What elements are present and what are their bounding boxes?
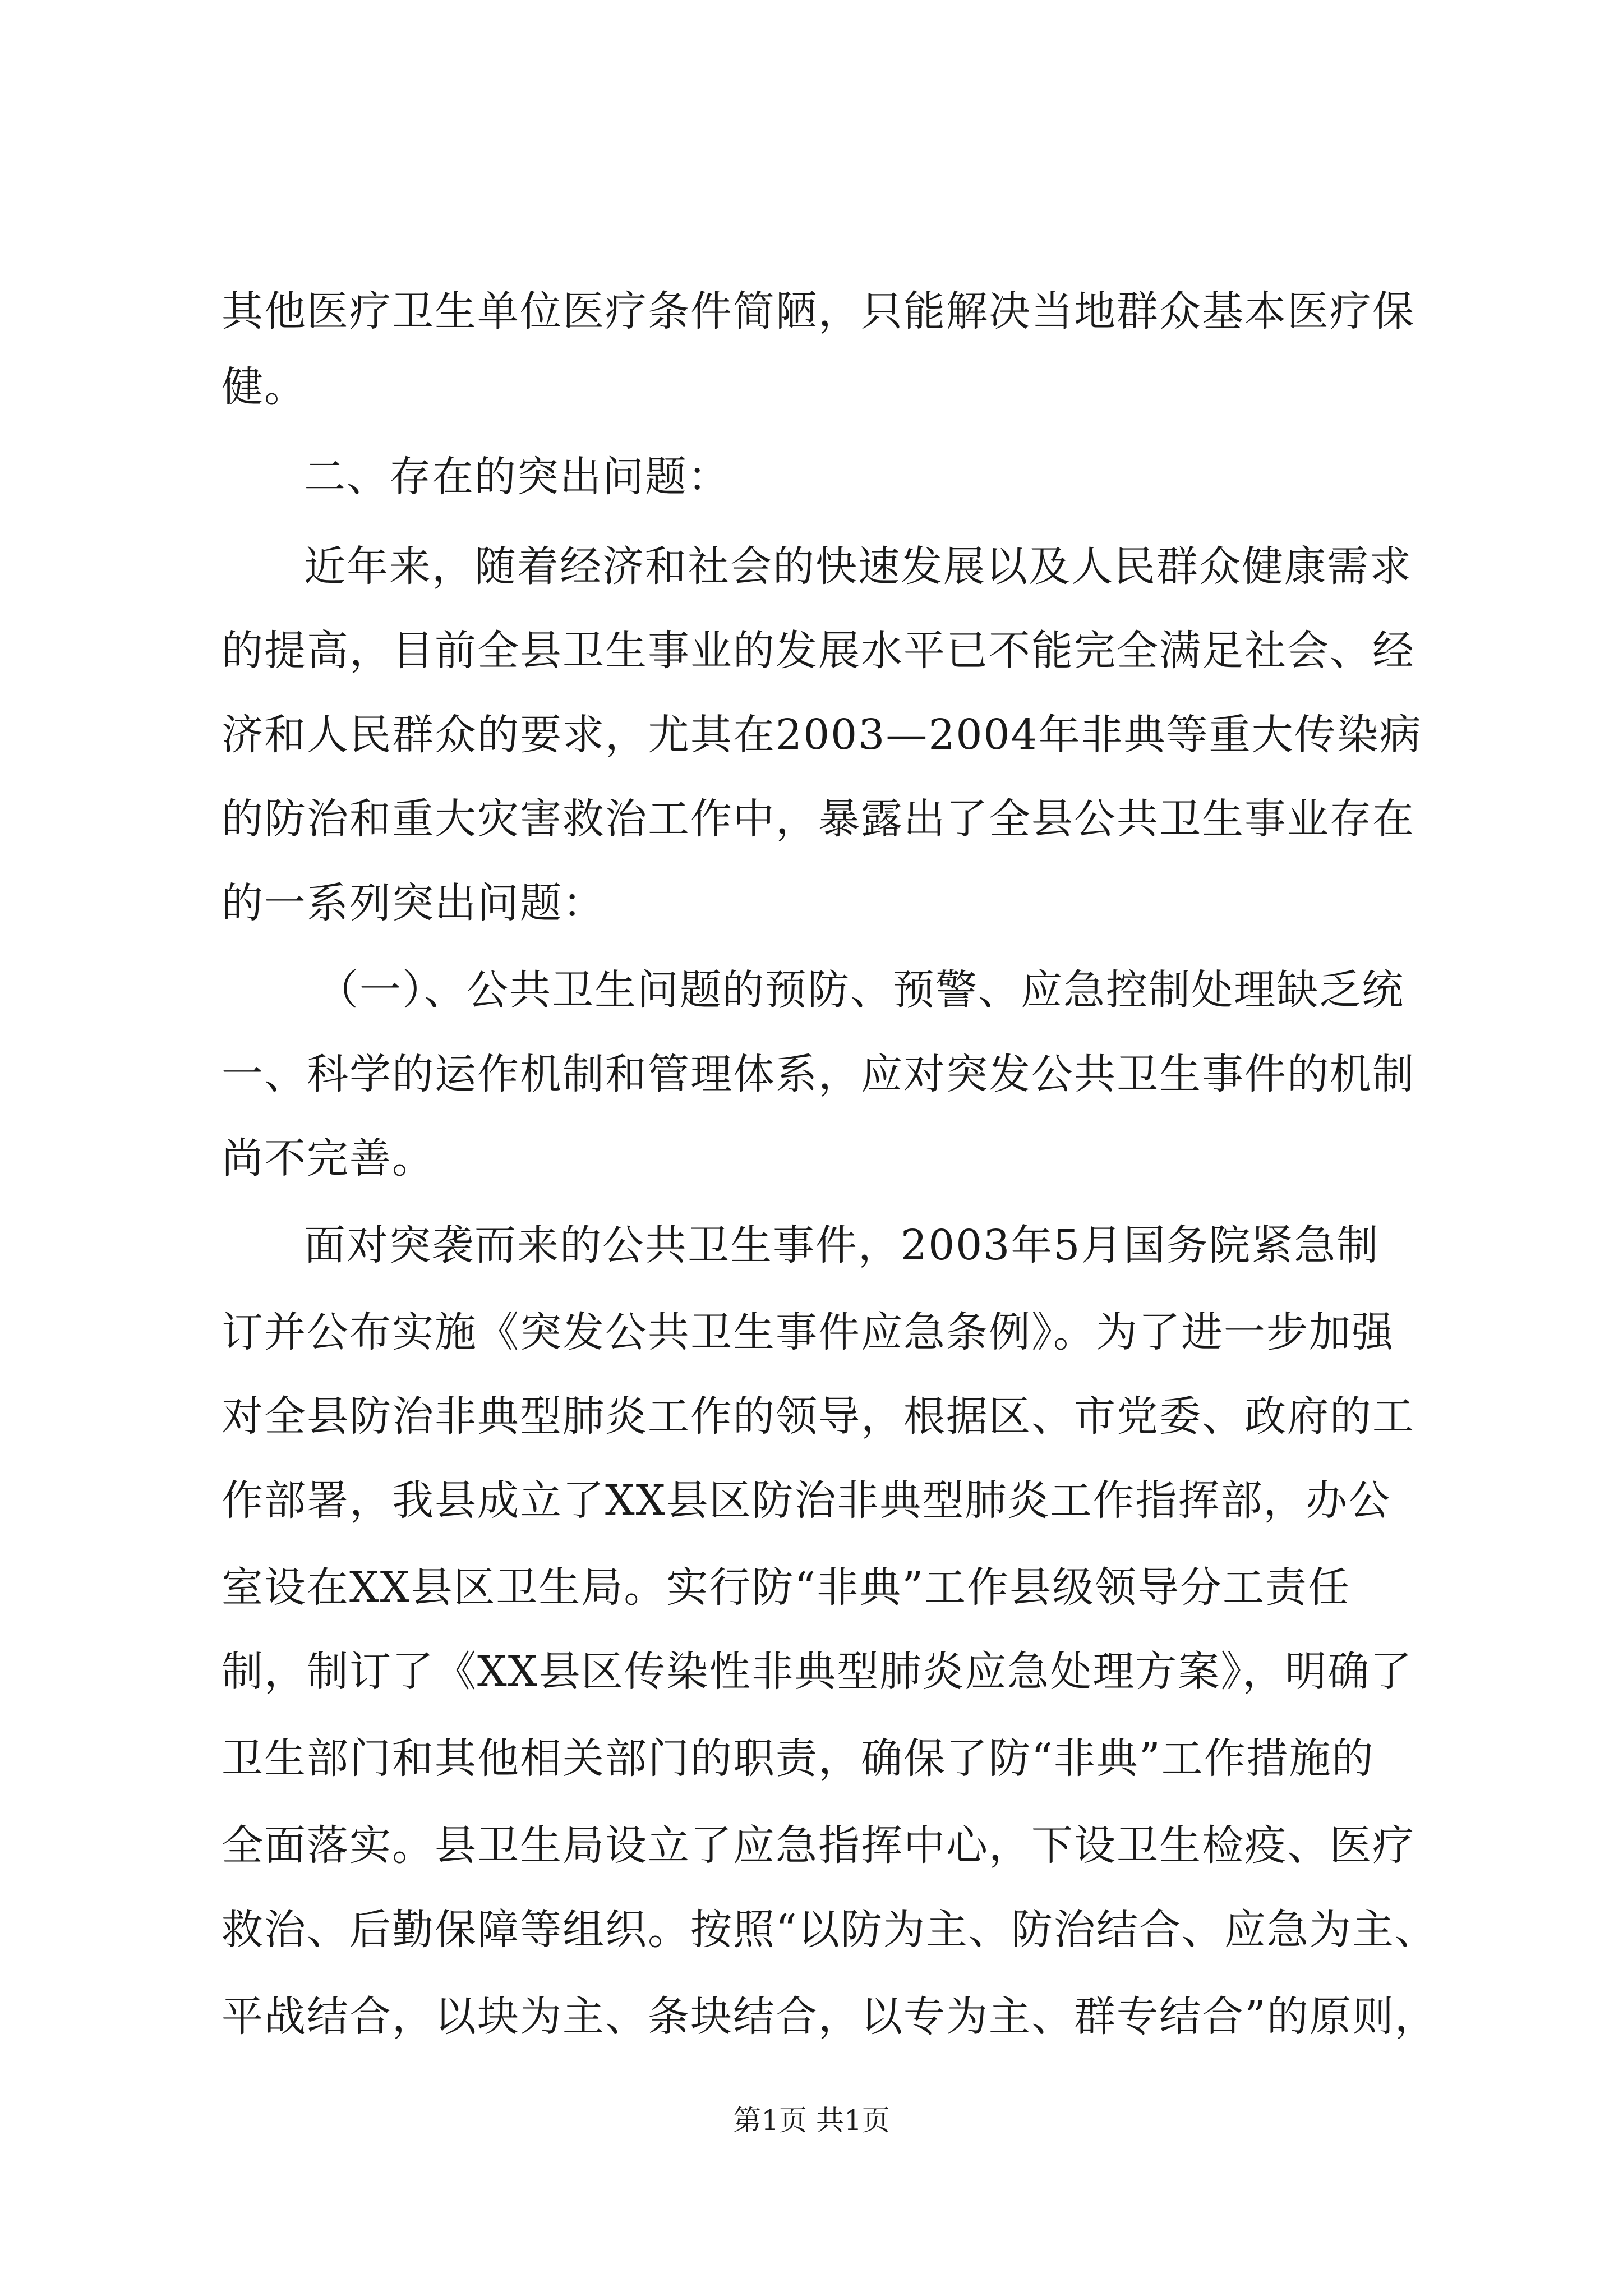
text-line: 作部署，我县成立了XX县区防治非典型肺炎工作指挥部，办公 <box>222 1476 1391 1525</box>
text-line: 尚不完善。 <box>222 1134 435 1182</box>
text-line: 其他医疗卫生单位医疗条件简陋，只能解决当地群众基本医疗保 <box>222 287 1415 335</box>
text-line: 的防治和重大灾害救治工作中，暴露出了全县公共卫生事业存在 <box>222 795 1415 843</box>
subsection-heading: （一）、公共卫生问题的预防、预警、应急控制处理缺乏统 <box>317 966 1404 1014</box>
page-footer: 第1页 共1页 <box>733 2104 890 2137</box>
text-line: 面对突袭而来的公共卫生事件，2003年5月国务院紧急制 <box>304 1221 1380 1269</box>
text-line: 的一系列突出问题： <box>222 879 605 927</box>
text-line: 全面落实。县卫生局设立了应急指挥中心，下设卫生检疫、医疗 <box>222 1821 1415 1870</box>
text-line: 健。 <box>222 363 307 411</box>
text-line: 对全县防治非典型肺炎工作的领导，根据区、市党委、政府的工 <box>222 1392 1415 1441</box>
text-line: 近年来，随着经济和社会的快速发展以及人民群众健康需求 <box>304 542 1412 591</box>
section-heading: 二、存在的突出问题： <box>304 453 730 501</box>
text-line: 济和人民群众的要求，尤其在2003—2004年非典等重大传染病 <box>222 711 1422 759</box>
text-line: 订并公布实施《突发公共卫生事件应急条例》。为了进一步加强 <box>222 1308 1394 1356</box>
text-line: 制，制订了《XX县区传染性非典型肺炎应急处理方案》，明确了 <box>222 1648 1413 1696</box>
text-line: 卫生部门和其他相关部门的职责，确保了防“非典”工作措施的 <box>222 1734 1375 1783</box>
text-line: 一、科学的运作机制和管理体系，应对突发公共卫生事件的机制 <box>222 1050 1415 1098</box>
text-line: 的提高，目前全县卫生事业的发展水平已不能完全满足社会、经 <box>222 627 1415 675</box>
text-line: 室设在XX县区卫生局。实行防“非典”工作县级领导分工责任 <box>222 1563 1351 1612</box>
text-line: 救治、后勤保障等组织。按照“以防为主、防治结合、应急为主、 <box>222 1906 1437 1954</box>
text-line: 平战结合，以块为主、条块结合，以专为主、群专结合”的原则， <box>222 1993 1437 2041</box>
